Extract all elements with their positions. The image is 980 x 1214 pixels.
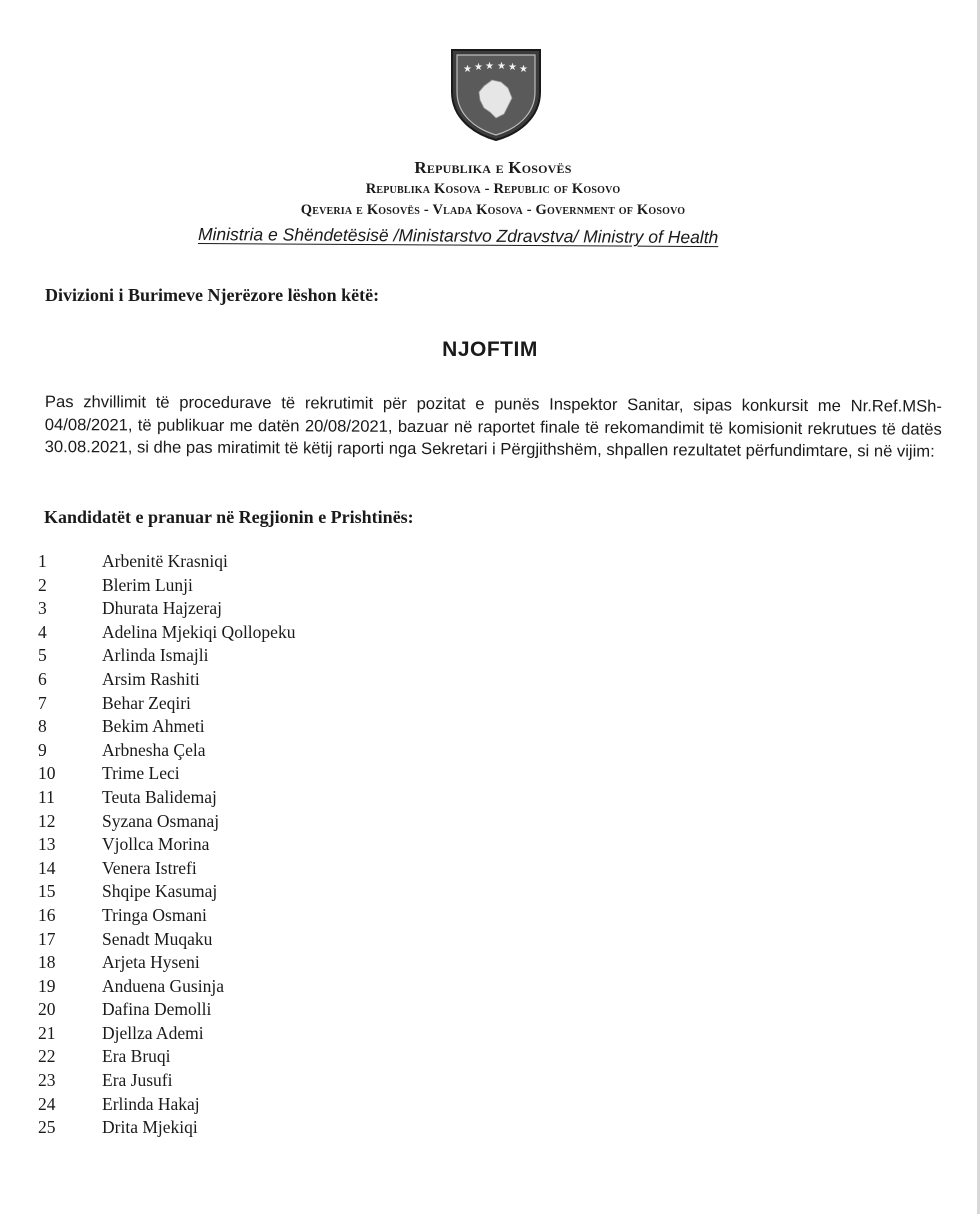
list-item bbox=[38, 669, 458, 693]
candidate-number: 18 bbox=[38, 952, 56, 973]
candidate-name: Era Bruqi bbox=[102, 1046, 171, 1067]
candidate-name: Arjeta Hyseni bbox=[102, 952, 200, 973]
svg-text:★: ★ bbox=[519, 64, 528, 75]
candidate-number: 4 bbox=[38, 621, 47, 642]
list-item bbox=[38, 1094, 458, 1118]
candidate-number: 7 bbox=[38, 692, 47, 713]
svg-text:★: ★ bbox=[508, 62, 517, 73]
list-item bbox=[38, 763, 458, 787]
list-item bbox=[38, 858, 458, 882]
list-item bbox=[38, 575, 458, 599]
list-item bbox=[38, 693, 458, 717]
list-item bbox=[38, 952, 458, 976]
header-government: Qeveria e Kosovës - Vlada Kosova - Government of Kosovo bbox=[300, 202, 686, 218]
svg-text:★: ★ bbox=[474, 62, 483, 73]
list-item bbox=[38, 716, 458, 740]
candidate-number: 6 bbox=[38, 668, 47, 689]
candidate-name: Syzana Osmanaj bbox=[102, 810, 220, 831]
list-item bbox=[38, 598, 458, 622]
candidate-name: Venera Istrefi bbox=[102, 857, 197, 878]
candidate-number: 23 bbox=[38, 1070, 56, 1091]
candidate-name: Vjollca Morina bbox=[102, 834, 210, 855]
svg-text:★: ★ bbox=[463, 64, 472, 75]
candidate-name: Djellza Ademi bbox=[102, 1022, 204, 1043]
candidates-list bbox=[38, 551, 458, 1141]
notice-body-paragraph: Pas zhvillimit të procedurave të rekrutimit për pozitat e punës Inspektor Sanitar, sipas konkursit me Nr.Ref.MSh-04/08/2021, të publikuar me datën 20/08/2021, bazuar në raportet finale të rekomandimit të komisionit rekrutues të datës 30.08.2021, si dhe pas miratimit të këtij raporti nga Sekretari i Përgjithshëm, shpallen rezultatet përfundimtare, si në vijim: bbox=[44, 392, 942, 461]
candidates-heading: Kandidatët e pranuar në Regjionin e Prishtinës: bbox=[44, 507, 414, 527]
list-item bbox=[38, 645, 458, 669]
candidate-name: Anduena Gusinja bbox=[102, 975, 224, 996]
candidate-number: 20 bbox=[38, 999, 56, 1020]
candidate-number: 9 bbox=[38, 739, 47, 760]
candidate-number: 8 bbox=[38, 716, 47, 737]
candidate-number: 17 bbox=[38, 928, 56, 949]
candidate-name: Arsim Rashiti bbox=[102, 668, 200, 689]
candidate-number: 10 bbox=[38, 763, 56, 784]
candidate-number: 12 bbox=[38, 810, 56, 831]
candidate-name: Tringa Osmani bbox=[102, 904, 207, 925]
candidate-name: Senadt Muqaku bbox=[102, 928, 213, 949]
candidate-number: 3 bbox=[38, 598, 47, 619]
list-item bbox=[38, 622, 458, 646]
list-item bbox=[38, 834, 458, 858]
kosovo-emblem-icon bbox=[446, 46, 546, 142]
candidate-name: Dafina Demolli bbox=[102, 999, 212, 1020]
candidate-number: 24 bbox=[38, 1093, 56, 1114]
list-item bbox=[38, 999, 458, 1023]
candidate-name: Behar Zeqiri bbox=[102, 692, 191, 713]
candidate-number: 5 bbox=[38, 645, 47, 666]
list-item bbox=[38, 811, 458, 835]
candidate-number: 14 bbox=[38, 857, 56, 878]
candidate-name: Arbenitë Krasniqi bbox=[102, 551, 228, 571]
list-item bbox=[38, 881, 458, 905]
list-item bbox=[38, 551, 458, 575]
division-line: Divizioni i Burimeve Njerëzore lëshon këtë: bbox=[45, 285, 380, 305]
list-item bbox=[38, 1117, 458, 1141]
list-item bbox=[38, 740, 458, 764]
candidate-name: Arlinda Ismajli bbox=[102, 645, 209, 666]
candidate-number: 1 bbox=[38, 551, 47, 571]
svg-text:★: ★ bbox=[497, 61, 506, 72]
candidate-number: 16 bbox=[38, 904, 56, 925]
header-republic-alt: Republika Kosova - Republic of Kosovo bbox=[365, 181, 621, 197]
candidate-number: 15 bbox=[38, 881, 56, 902]
candidate-name: Era Jusufi bbox=[102, 1070, 173, 1091]
notice-title: NJOFTIM bbox=[442, 338, 538, 361]
candidate-name: Bekim Ahmeti bbox=[102, 716, 205, 737]
candidate-number: 22 bbox=[38, 1046, 56, 1067]
list-item bbox=[38, 929, 458, 953]
list-item bbox=[38, 905, 458, 929]
list-item bbox=[38, 976, 458, 1000]
candidate-name: Drita Mjekiqi bbox=[102, 1117, 198, 1138]
candidate-number: 25 bbox=[38, 1117, 56, 1138]
candidate-number: 13 bbox=[38, 834, 56, 855]
list-item bbox=[38, 1023, 458, 1047]
candidate-number: 11 bbox=[38, 786, 55, 807]
list-item bbox=[38, 1070, 458, 1094]
candidate-name: Trime Leci bbox=[102, 763, 180, 784]
list-item bbox=[38, 787, 458, 811]
candidate-name: Shqipe Kasumaj bbox=[102, 881, 218, 902]
candidate-number: 2 bbox=[38, 574, 47, 595]
svg-text:★: ★ bbox=[485, 61, 494, 72]
candidate-name: Dhurata Hajzeraj bbox=[102, 598, 222, 619]
candidate-number: 21 bbox=[38, 1022, 56, 1043]
candidate-name: Teuta Balidemaj bbox=[102, 786, 217, 807]
candidate-number: 19 bbox=[38, 975, 56, 996]
header-ministry: Ministria e Shëndetësisë /Ministarstvo Zdravstva/ Ministry of Health bbox=[197, 224, 719, 248]
candidate-name: Adelina Mjekiqi Qollopeku bbox=[102, 621, 296, 642]
candidate-name: Arbnesha Çela bbox=[102, 739, 206, 760]
candidate-name: Blerim Lunji bbox=[102, 574, 193, 595]
list-item bbox=[38, 1046, 458, 1070]
header-republic-native: Republika e Kosovës bbox=[414, 158, 572, 177]
candidate-name: Erlinda Hakaj bbox=[102, 1093, 200, 1114]
